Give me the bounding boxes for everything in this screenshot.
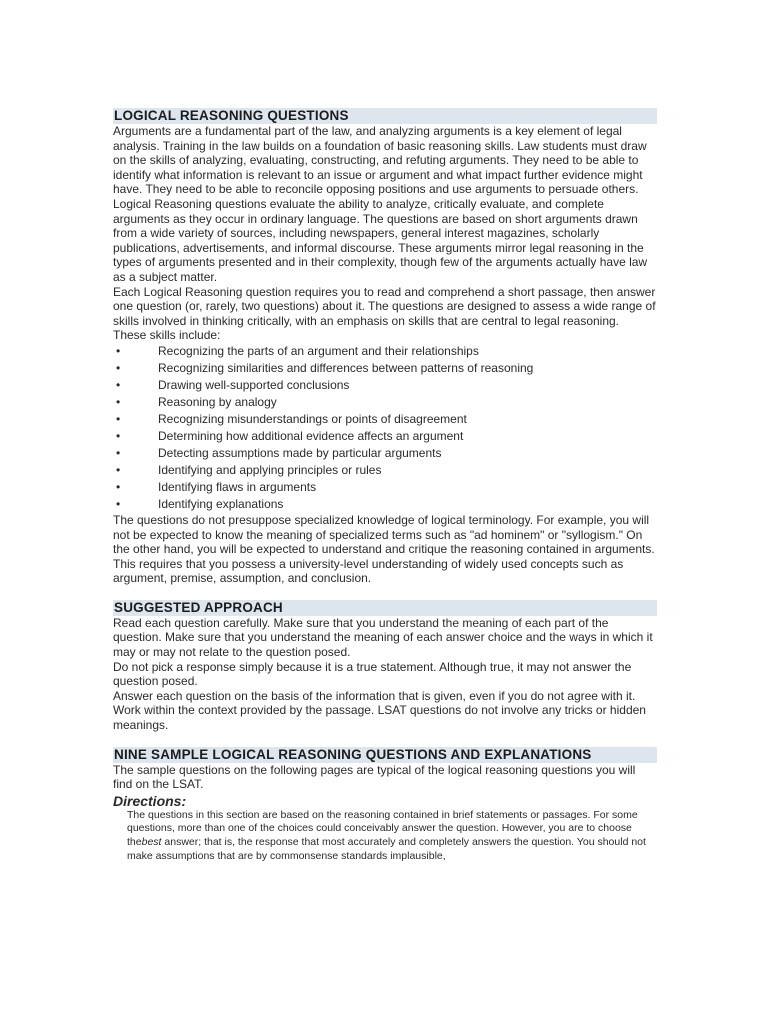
- bullet-icon: •: [116, 428, 121, 443]
- bullet-icon: •: [116, 496, 121, 511]
- paragraph: The questions do not presuppose specialized knowledge of logical terminology. For example, you will not be expected to know the meaning of specialized terms such as "ad hominem" or "syllogism." On the other hand, you will be expected to understand and critique the reasoning contained in arguments. This requires that you possess a university-level understanding of widely used concepts such as argument, premise, assumption, and conclusion.: [113, 512, 655, 586]
- directions-emphasis: best: [141, 836, 162, 848]
- list-item: [113, 394, 657, 411]
- section-heading-suggested-approach: SUGGESTED APPROACH: [113, 600, 657, 616]
- section-heading-logical-reasoning: LOGICAL REASONING QUESTIONS: [113, 108, 657, 124]
- paragraph: These skills include:: [113, 328, 221, 343]
- paragraph: Each Logical Reasoning question requires you to read and comprehend a short passage, then answer one question (or, rarely, two questions) about it. The questions are designed to assess a wide range of skills involved in thinking critically, with an emphasis on skills that are central to legal reasoning.: [113, 284, 656, 328]
- bullet-icon: •: [116, 343, 121, 358]
- list-item: [113, 411, 657, 428]
- spacer: [113, 586, 657, 600]
- bullet-icon: •: [116, 479, 121, 494]
- list-item-text: Identifying flaws in arguments: [158, 479, 317, 494]
- directions-text-part: answer; that is, the response that most accurately and completely answers the question. You should not make assumptions that are by commonsense standards implausible,: [127, 836, 646, 862]
- directions-text: [113, 809, 657, 863]
- skills-list: [113, 343, 657, 513]
- list-item: [113, 360, 657, 377]
- bullet-icon: •: [116, 377, 121, 392]
- list-item-text: Reasoning by analogy: [158, 394, 277, 409]
- list-item-text: Determining how additional evidence affects an argument: [158, 428, 464, 443]
- list-item: [113, 462, 657, 479]
- list-item-text: Recognizing the parts of an argument and their relationships: [158, 343, 479, 358]
- list-item-text: Recognizing misunderstandings or points of disagreement: [158, 411, 467, 426]
- spacer: [113, 733, 657, 747]
- list-item: [113, 496, 657, 513]
- document-page: [113, 108, 657, 863]
- list-item-text: Identifying explanations: [158, 496, 284, 511]
- list-item: [113, 428, 657, 445]
- paragraph: Do not pick a response simply because it is a true statement. Although true, it may not answer the question posed.: [113, 659, 632, 689]
- list-item-text: Recognizing similarities and differences between patterns of reasoning: [158, 360, 534, 375]
- list-item: [113, 479, 657, 496]
- paragraph: Read each question carefully. Make sure that you understand the meaning of each part of the question. Make sure that you understand the meaning of each answer choice and the ways in which it may or may not relate to the question posed.: [113, 615, 653, 660]
- directions-text-part: The questions in this section are based on the reasoning contained in brief statements or passages. For some questions, more than one of the choices could conceivably answer the question. However, you are to choose the: [127, 808, 638, 848]
- directions-title: Directions:: [113, 792, 187, 809]
- list-item-text: Drawing well-supported conclusions: [158, 377, 350, 392]
- list-item-text: Detecting assumptions made by particular arguments: [158, 445, 442, 460]
- bullet-icon: •: [116, 445, 121, 460]
- list-item: [113, 377, 657, 394]
- list-item-text: Identifying and applying principles or rules: [158, 462, 382, 477]
- paragraph: Answer each question on the basis of the information that is given, even if you do not agree with it. Work within the context provided by the passage. LSAT questions do not involve any tricks or hidden meanings.: [113, 688, 646, 733]
- section-heading-sample-questions: NINE SAMPLE LOGICAL REASONING QUESTIONS AND EXPLANATIONS: [113, 747, 657, 763]
- list-item: [113, 445, 657, 462]
- list-item: [113, 343, 657, 360]
- paragraph: Logical Reasoning questions evaluate the ability to analyze, critically evaluate, and complete arguments as they occur in ordinary language. The questions are based on short arguments drawn from a wide variety of sources, including newspapers, general interest magazines, scholarly publications, advertisements, and informal discourse. These arguments mirror legal reasoning in the types of arguments presented and in their complexity, though few of the arguments actually have law as a subject matter.: [113, 196, 648, 284]
- bullet-icon: •: [116, 394, 121, 409]
- paragraph: Arguments are a fundamental part of the law, and analyzing arguments is a key element of legal analysis. Training in the law builds on a foundation of basic reasoning skills. Law students must draw on the skills of analyzing, evaluating, constructing, and refuting arguments. They need to be able to identify what information is relevant to an issue or argument and what impact further evidence might have. They need to be able to reconcile opposing positions and use arguments to persuade others.: [113, 124, 647, 197]
- bullet-icon: •: [116, 360, 121, 375]
- paragraph: The sample questions on the following pages are typical of the logical reasoning questions you will find on the LSAT.: [113, 762, 636, 792]
- bullet-icon: •: [116, 462, 121, 477]
- bullet-icon: •: [116, 411, 121, 426]
